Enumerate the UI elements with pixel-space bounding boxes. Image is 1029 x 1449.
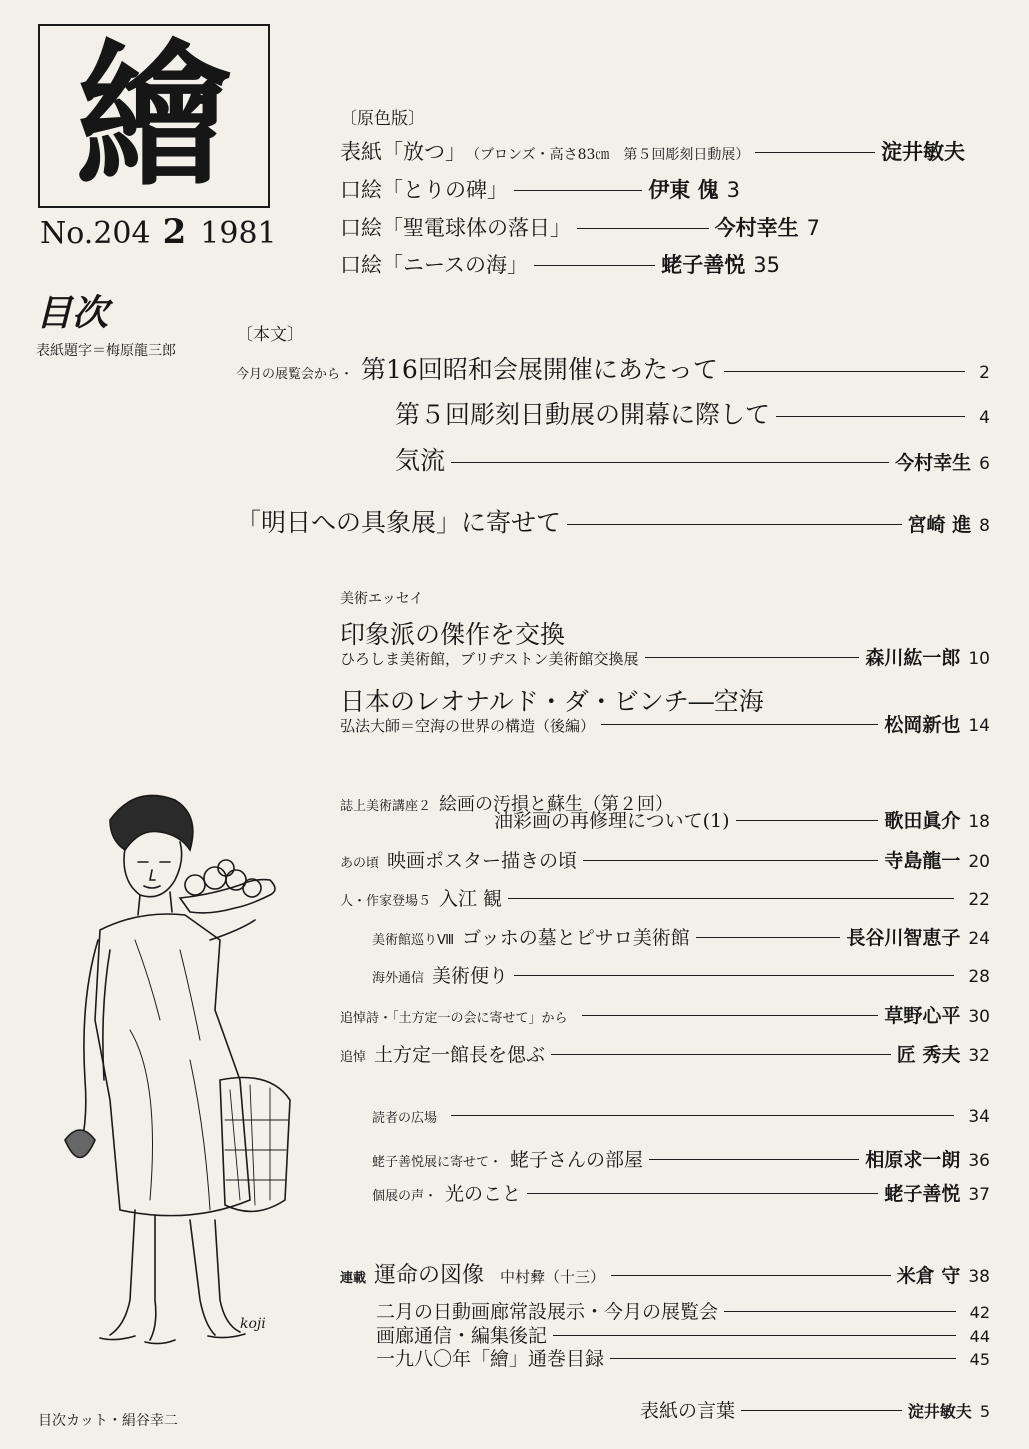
entry-title: 気流	[395, 446, 446, 475]
essay-entry	[340, 643, 990, 670]
entry-title: 光のこと	[445, 1183, 522, 1205]
plate-author: 蛯子善悦	[661, 253, 746, 277]
plate-author: 伊東 傀	[648, 178, 719, 202]
toc-heading: 目次	[36, 292, 109, 334]
leader-rule	[696, 937, 841, 938]
leader-rule	[601, 724, 878, 725]
leader-rule	[534, 265, 655, 266]
leader-rule	[741, 1410, 902, 1411]
leader-rule	[649, 1159, 859, 1160]
cover-note: （ブロンズ・高さ83㎝ 第５回彫刻日動展）	[466, 147, 750, 163]
page-number: 6	[979, 454, 990, 474]
toc-entry	[372, 1107, 990, 1127]
entry-prefix: 美術館巡りⅧ	[372, 933, 455, 948]
page-number: 34	[968, 1107, 990, 1127]
main-entry	[236, 350, 990, 386]
illustration-signature: koji	[240, 1316, 266, 1332]
entry-prefix: 蛯子善悦展に寄せて・	[372, 1155, 503, 1170]
toc-entry	[372, 1145, 990, 1172]
serial-title: 運命の図像	[374, 1263, 485, 1288]
page-number: 37	[968, 1185, 990, 1205]
toc-entry	[376, 1344, 990, 1371]
serial-entry	[340, 1258, 990, 1289]
cover-entry	[340, 136, 965, 166]
page-number: 2	[979, 363, 990, 383]
essays-label: 美術エッセイ	[340, 591, 424, 607]
entry-prefix: あの頃	[340, 856, 380, 871]
entry-title: 第16回昭和会展開催にあたって	[361, 355, 718, 384]
toc-cut-illustration	[40, 780, 340, 1360]
leader-rule	[527, 1193, 878, 1194]
plate-title: 口絵「とりの碑」	[340, 178, 508, 202]
entry-title: 映画ポスター描きの頃	[387, 850, 578, 872]
entry-title: 「明日への具象展」に寄せて	[236, 508, 562, 537]
entry-title: 二月の日動画廊常設展示・今月の展覧会	[376, 1301, 719, 1323]
page-number: 24	[968, 929, 990, 949]
entry-title: 美術便り	[432, 965, 509, 987]
main-text-label: 〔本文〕	[236, 325, 304, 345]
leader-rule	[514, 190, 642, 191]
toc-entry	[340, 1040, 990, 1067]
entry-prefix: 海外通信	[372, 971, 425, 986]
page-number: 38	[968, 1267, 990, 1287]
serial-note: 中村彜（十三）	[500, 1268, 606, 1286]
entry-title: 表紙の言葉	[640, 1400, 736, 1422]
entry-title: 蛯子さんの部屋	[510, 1149, 644, 1171]
masthead-logo: 繪	[76, 24, 232, 207]
toc-entry	[372, 961, 990, 988]
essay-subtitle: ひろしま美術館，ブリヂストン美術館交換展	[340, 650, 639, 668]
toc-entry	[340, 1001, 990, 1028]
leader-rule	[583, 860, 878, 861]
toc-cut-credit: 目次カット・絹谷幸二	[38, 1413, 178, 1429]
entry-prefix: 人・作家登場５	[340, 894, 432, 909]
toc-entry	[340, 846, 990, 873]
entry-title: 画廊通信・編集後記	[376, 1325, 548, 1347]
toc-entry	[372, 923, 990, 950]
entry-title: ゴッホの墓とピサロ美術館	[462, 927, 690, 949]
toc-entry	[640, 1396, 990, 1423]
entry-prefix: 読者の広場	[372, 1111, 438, 1126]
issue-line	[40, 212, 277, 252]
leader-rule	[553, 1335, 956, 1336]
leader-rule	[451, 1115, 954, 1116]
main-entry	[395, 395, 990, 431]
page-number: 30	[968, 1007, 990, 1027]
essay-title: 印象派の傑作を交換	[340, 620, 566, 649]
page-number: 36	[968, 1151, 990, 1171]
cover-calligraphy-credit: 表紙題字＝梅原龍三郎	[36, 343, 176, 359]
page-number: 22	[968, 890, 990, 910]
leader-rule	[724, 1311, 956, 1312]
leader-rule	[451, 462, 889, 463]
lecture-title: 絵画の汚損と蘇生（第２回）	[439, 794, 674, 815]
leader-rule	[582, 1015, 879, 1016]
leader-rule	[736, 820, 879, 821]
page-number: 35	[753, 253, 780, 277]
lecture-prefix: 誌上美術講座２	[340, 799, 432, 814]
plate-entry	[340, 212, 820, 242]
plate-author: 今村幸生	[714, 216, 799, 240]
page-number: 44	[969, 1327, 990, 1346]
entry-author: 草野心平	[884, 1005, 961, 1027]
toc-entry	[376, 1297, 990, 1324]
leader-rule	[611, 1275, 891, 1276]
entry-title: 土方定一館長を偲ぶ	[374, 1044, 546, 1066]
page-number: 18	[968, 812, 990, 832]
toc-entry	[340, 884, 990, 911]
main-entry	[395, 441, 990, 477]
entry-prefix: 追悼詩・「土方定一の会に寄せて」から	[340, 1011, 568, 1026]
page-number: 20	[968, 852, 990, 872]
leader-rule	[610, 1358, 956, 1359]
page-number: 3	[726, 178, 740, 202]
entry-author: 宮崎 進	[907, 514, 972, 536]
serial-author: 米倉 守	[896, 1265, 961, 1287]
entry-author: 長谷川智恵子	[846, 927, 961, 949]
essay-title: 日本のレオナルド・ダ・ビンチ―空海	[340, 687, 764, 716]
essay-subtitle: 弘法大師＝空海の世界の構造（後編）	[340, 717, 596, 735]
entry-title: 入江 観	[439, 888, 503, 910]
entry-author: 匠 秀夫	[896, 1044, 961, 1066]
leader-rule	[645, 657, 860, 658]
essay-author: 森川紘一郎	[865, 647, 961, 669]
serial-prefix: 連載	[340, 1271, 367, 1286]
page-number: 45	[969, 1350, 990, 1369]
page-number: 8	[979, 516, 990, 536]
leader-rule	[514, 975, 954, 976]
entry-prefix: 追悼	[340, 1050, 367, 1065]
entry-title: 第５回彫刻日動展の開幕に際して	[395, 400, 771, 429]
entry-author: 今村幸生	[895, 452, 972, 474]
cover-author: 淀井敏夫	[881, 140, 965, 164]
leader-rule	[567, 524, 902, 525]
lecture-entry	[494, 806, 990, 833]
page-number: 42	[969, 1303, 990, 1322]
leader-rule	[724, 371, 965, 372]
entry-author: 寺島龍一	[884, 850, 961, 872]
toc-entry	[372, 1179, 990, 1206]
page-number: 7	[806, 216, 820, 240]
plate-entry	[340, 174, 740, 204]
monthly-prefix: 今月の展覧会から・	[236, 367, 354, 382]
leader-rule	[551, 1054, 891, 1055]
plate-entry	[340, 249, 780, 279]
color-plates-label: 〔原色版〕	[340, 109, 425, 129]
issue-year: 1981	[200, 216, 277, 251]
issue-number: No.204	[40, 216, 151, 251]
main-entry	[236, 503, 990, 539]
essay-author: 松岡新也	[884, 714, 961, 736]
leader-rule	[577, 228, 709, 229]
entry-author: 相原求一朗	[865, 1149, 961, 1171]
entry-title: 一九八〇年「繪」通巻目録	[376, 1348, 605, 1370]
cover-title: 表紙「放つ」	[340, 140, 466, 164]
page-number: 4	[979, 408, 990, 428]
lecture-subtitle: 油彩画の再修理について(1)	[494, 810, 730, 832]
page-number: 32	[968, 1046, 990, 1066]
page-number: 5	[979, 1402, 990, 1421]
page-number: 28	[968, 967, 990, 987]
plate-title: 口絵「ニースの海」	[340, 253, 528, 277]
essay-entry	[340, 710, 990, 737]
page-number: 14	[968, 716, 990, 736]
entry-author: 淀井敏夫	[907, 1402, 972, 1421]
entry-author: 蛯子善悦	[884, 1183, 961, 1205]
entry-prefix: 個展の声・	[372, 1189, 438, 1204]
page-number: 10	[968, 649, 990, 669]
leader-rule	[508, 898, 954, 899]
lecture-author: 歌田眞介	[884, 810, 961, 832]
masthead-logo-box	[38, 24, 270, 208]
leader-rule	[776, 416, 965, 417]
issue-month: 2	[162, 212, 187, 252]
leader-rule	[755, 152, 875, 153]
plate-title: 口絵「聖電球体の落日」	[340, 216, 571, 240]
